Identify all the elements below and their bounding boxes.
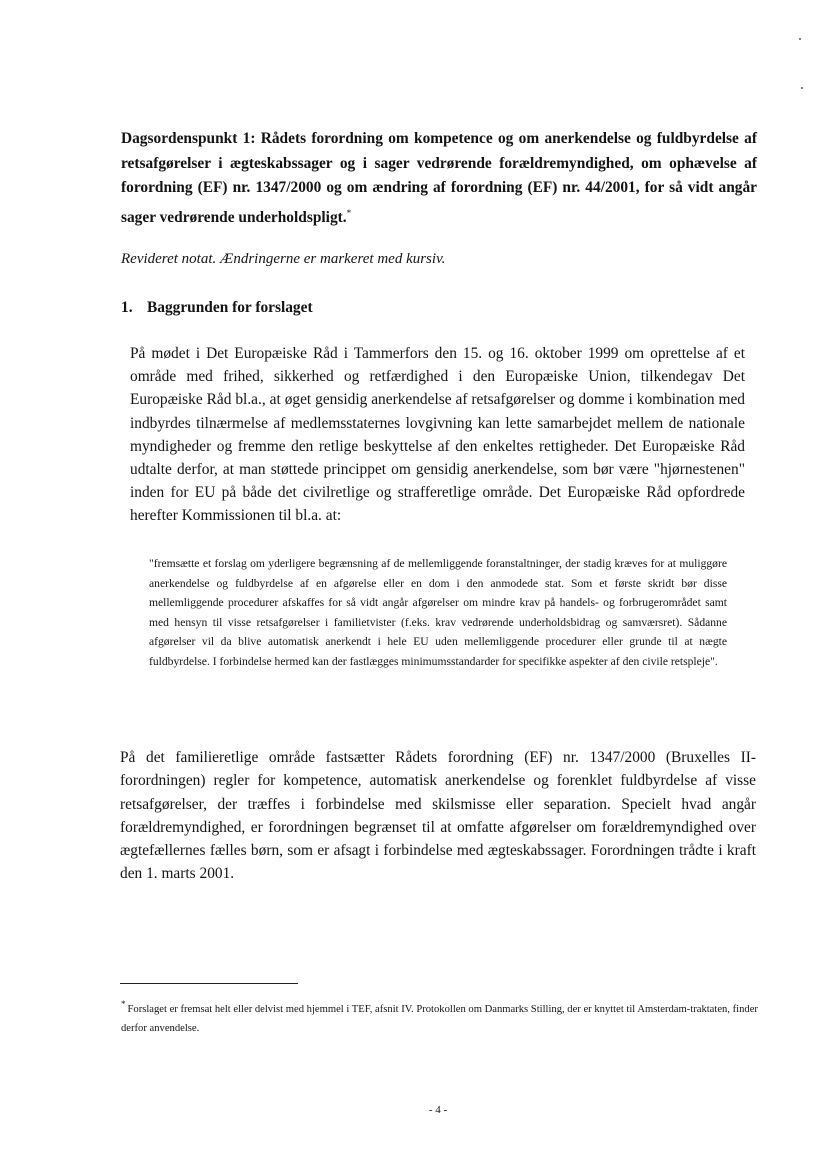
page-number: - 4 - bbox=[428, 1104, 448, 1116]
body-paragraph-1: På mødet i Det Europæiske Råd i Tammerfors den 15. og 16. oktober 1999 om oprettelse af et område med frihed, sikkerhed og retfærdighed i den Europæiske Union, tilkendegav Det Europæiske Råd bl.a., at øget gensidig anerkendelse af retsafgørelser og domme i kombination med indbyrdes tilnærmelse af medlemsstaternes lovgivning kan lette samarbejdet mellem de nationale myndigheder og fremme den retlige beskyttelse af den enkeltes rettigheder. Det Europæiske Råd udtalte derfor, at man støttede princippet om gensidig anerkendelse, som bør være "hjørnestenen" inden for EU på både det civilretlige og strafferetlige område. Det Europæiske Råd opfordrede herefter Kommissionen til bl.a. at: bbox=[130, 345, 745, 525]
agenda-title bbox=[121, 127, 757, 230]
footnote bbox=[121, 1000, 761, 1038]
block-quote: "fremsætte et forslag om yderligere begrænsning af de mellemliggende foranstaltninger, der stadig kræves for at muliggøre anerkendelse og fuldbyrdelse af en afgørelse eller en dom i den anmodede stat. Som et første skridt bør disse mellemliggende procedurer afskaffes for så vidt angår afgørelser om mindre krav på handels- og forbrugerområdet samt med hensyn til visse retsafgørelser i familietvister (f.eks. krav vedrørende underholdsbidrag og samværsret). Sådanne afgørelser vil da blive automatisk anerkendt i hele EU uden mellemliggende procedurer eller grunde til at nægte fuldbyrdelse. I forbindelse hermed kan der fastlægges minimumsstandarder for specifikke aspekter af den civile retspleje". bbox=[149, 557, 727, 668]
scan-speck bbox=[801, 87, 803, 89]
footnote-reference[interactable]: * bbox=[346, 207, 352, 218]
footnote-marker: * bbox=[121, 999, 126, 1010]
revision-note: Revideret notat. Ændringerne er markeret med kursiv. bbox=[121, 251, 446, 267]
section-number: 1. bbox=[121, 299, 133, 316]
section-heading bbox=[121, 297, 313, 319]
footnote-text: Forslaget er fremsat helt eller delvist med hjemmel i TEF, afsnit IV. Protokollen om Danmarks Stilling, der er knyttet til Amsterdam-traktaten, finder derfor anvendelse. bbox=[121, 1004, 758, 1034]
footnote-separator bbox=[120, 983, 298, 984]
section-title: Baggrunden for forslaget bbox=[147, 299, 313, 316]
agenda-title-text: Dagsordenspunkt 1: Rådets forordning om kompetence og om anerkendelse og fuldbyrdelse af retsafgørelser i ægteskabssager og i sager vedrørende forældremyndighed, om ophævelse af forordning (EF) nr. 1347/2000 og om ændring af forordning (EF) nr. 44/2001, for så vidt angår sager vedrørende underholdspligt. bbox=[121, 130, 757, 226]
body-paragraph-2: På det familieretlige område fastsætter Rådets forordning (EF) nr. 1347/2000 (Bruxelles II-forordningen) regler for kompetence, automatisk anerkendelse og forenklet fuldbyrdelse af visse retsafgørelser, der træffes i forbindelse med skilsmisse eller separation. Specielt hvad angår forældremyndighed, er forordningen begrænset til at omfatte afgørelser om forældremyndighed over ægtefællernes fælles børn, som er afsagt i forbindelse med ægteskabssager. Forordningen trådte i kraft den 1. marts 2001. bbox=[120, 749, 756, 883]
scan-speck bbox=[799, 38, 801, 40]
